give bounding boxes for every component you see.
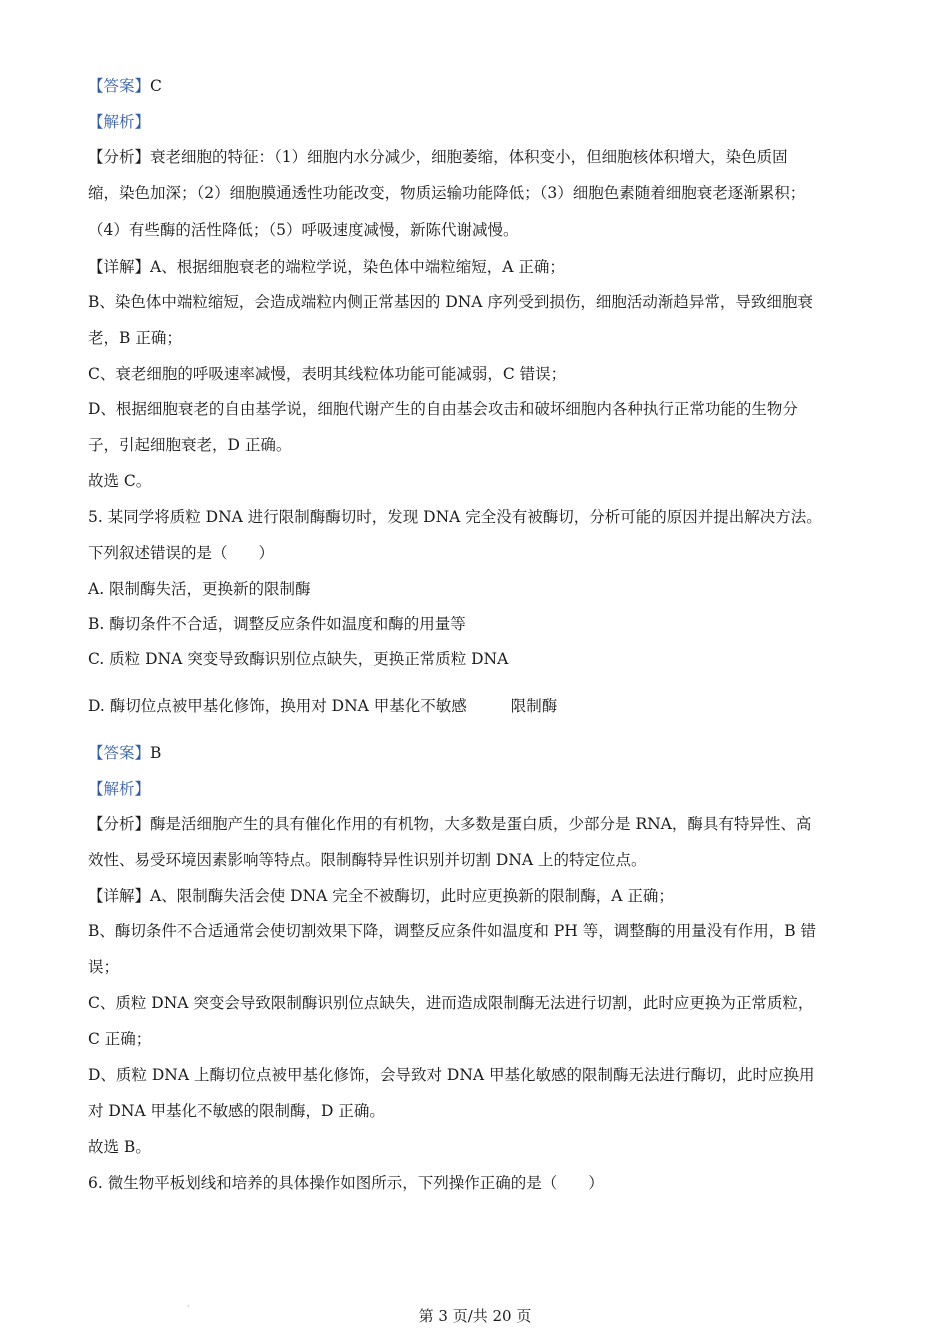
fenxi-line	[88, 147, 788, 167]
fenxi-text: 缩，染色加深；（2）细胞膜通透性功能改变，物质运输功能降低；（3）细胞色素随着细胞衰老逐渐累积；	[88, 184, 806, 202]
question-stem: 5. 某同学将质粒 DNA 进行限制酶酶切时，发现 DNA 完全没有被酶切，分析可能的原因并提出解决方法。	[88, 508, 822, 526]
detail-text: C 正确；	[88, 1030, 152, 1048]
detail-text: 子，引起细胞衰老，D 正确。	[88, 436, 292, 454]
question-stem: 6. 微生物平板划线和培养的具体操作如图所示，下列操作正确的是（ ）	[88, 1174, 604, 1192]
option-d-text-end: 限制酶	[510, 697, 558, 715]
fenxi-text: 衰老细胞的特征：（1）细胞内水分减少，细胞萎缩，体积变小，但细胞核体积增大，染色质固	[150, 148, 788, 166]
detail-text: C、衰老细胞的呼吸速率减慢，表明其线粒体功能可能减弱，C 错误；	[88, 365, 567, 383]
xiangjie-tag: 【详解】	[88, 258, 151, 276]
option-c: C. 质粒 DNA 突变导致酶识别位点缺失，更换正常质粒 DNA	[88, 650, 509, 668]
fenxi-line	[88, 814, 811, 834]
fenxi-text: 酶是活细胞产生的具有催化作用的有机物，大多数是蛋白质，少部分是 RNA，酶具有特异性、高	[150, 815, 812, 833]
page-footer: 第 3 页/共 20 页	[418, 1307, 532, 1325]
question-stem: 下列叙述错误的是（ ）	[88, 544, 275, 562]
conclusion-text: 故选 C。	[88, 472, 152, 490]
answer-value: B	[150, 744, 162, 762]
detail-text: 对 DNA 甲基化不敏感的限制酶，D 正确。	[88, 1102, 385, 1120]
analysis-tag: 【解析】	[88, 113, 151, 131]
detail-text: D、根据细胞衰老的自由基学说，细胞代谢产生的自由基会攻击和破坏细胞内各种执行正常功能的生物分	[88, 400, 798, 418]
detail-text: C、质粒 DNA 突变会导致限制酶识别位点缺失，进而造成限制酶无法进行切割，此时应更换为正常质粒，	[88, 994, 814, 1012]
xiangjie-line	[88, 257, 565, 277]
detail-text: 误；	[88, 958, 120, 976]
fenxi-tag: 【分析】	[88, 148, 151, 166]
detail-text: B、酶切条件不合适通常会使切割效果下降，调整反应条件如温度和 PH 等，调整酶的用量没有作用，B 错	[88, 922, 817, 940]
detail-text: B、染色体中端粒缩短，会造成端粒内侧正常基因的 DNA 序列受到损伤，细胞活动渐趋异常，导致细胞衰	[88, 293, 813, 311]
xiangjie-line	[88, 886, 674, 906]
detail-text: 老，B 正确；	[88, 329, 182, 347]
xiangjie-text: A、限制酶失活会使 DNA 完全不被酶切，此时应更换新的限制酶，A 正确；	[150, 887, 674, 905]
option-d-text: D. 酶切位点被甲基化修饰，换用对 DNA 甲基化不敏感	[88, 697, 467, 715]
answer-line	[88, 76, 162, 96]
conclusion-text: 故选 B。	[88, 1138, 151, 1156]
option-d	[88, 696, 557, 716]
option-a: A. 限制酶失活，更换新的限制酶	[88, 580, 311, 598]
fenxi-text: 效性、易受环境因素影响等特点。限制酶特异性识别并切割 DNA 上的特定位点。	[88, 851, 647, 869]
answer-line	[88, 743, 161, 763]
detail-text: D、质粒 DNA 上酶切位点被甲基化修饰，会导致对 DNA 甲基化敏感的限制酶无法进行酶切，此时应换用	[88, 1066, 815, 1084]
analysis-tag: 【解析】	[88, 780, 151, 798]
fenxi-text: （4）有些酶的活性降低；（5）呼吸速度减慢，新陈代谢减慢。	[88, 221, 519, 239]
option-b: B. 酶切条件不合适，调整反应条件如温度和酶的用量等	[88, 615, 466, 633]
answer-value: C	[150, 77, 162, 95]
fenxi-tag: 【分析】	[88, 815, 151, 833]
answer-tag: 【答案】	[88, 744, 151, 762]
xiangjie-tag: 【详解】	[88, 887, 151, 905]
answer-tag: 【答案】	[88, 77, 151, 95]
scan-artifact: ·	[187, 1302, 190, 1311]
xiangjie-text: A、根据细胞衰老的端粒学说，染色体中端粒缩短，A 正确；	[150, 258, 565, 276]
